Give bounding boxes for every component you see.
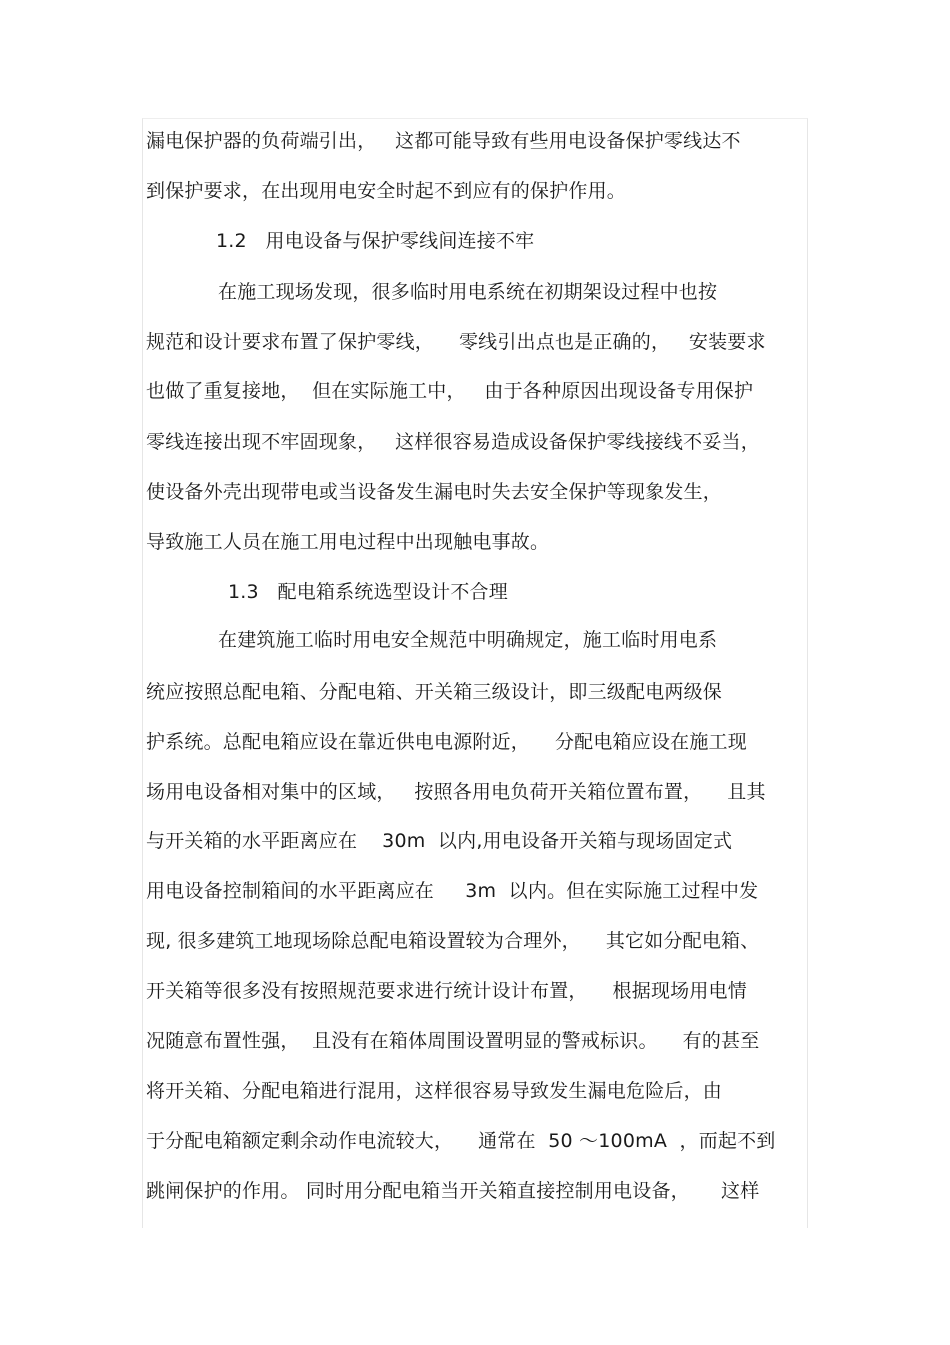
text-line: 统应按照总配电箱、分配电箱、开关箱三级设计，即三级配电两级保	[146, 681, 723, 703]
text-line: 在建筑施工临时用电安全规范中明确规定，施工临时用电系	[218, 629, 718, 651]
text-line: 到保护要求，在出现用电安全时起不到应有的保护作用。	[146, 180, 627, 202]
text-line: 用电设备控制箱间的水平距离应在 3m 以内。但在实际施工过程中发	[146, 880, 759, 902]
text-line: 于分配电箱额定剩余动作电流较大， 通常在 50 ～100mA ，而起不到	[146, 1130, 776, 1152]
text-line: 将开关箱、分配电箱进行混用，这样很容易导致发生漏电危险后，由	[146, 1080, 723, 1102]
section-heading-1-2: 1.2 用电设备与保护零线间连接不牢	[216, 230, 535, 252]
text-line: 在施工现场发现，很多临时用电系统在初期架设过程中也按	[218, 281, 718, 303]
section-heading-1-3: 1.3 配电箱系统选型设计不合理	[228, 581, 508, 603]
text-line: 现, 很多建筑工地现场除总配电箱设置较为合理外， 其它如分配电箱、	[146, 930, 760, 952]
text-line: 使设备外壳出现带电或当设备发生漏电时失去安全保护等现象发生，	[146, 481, 723, 503]
text-line: 况随意布置性强， 且没有在箱体周围设置明显的警戒标识。 有的甚至	[146, 1030, 760, 1052]
text-line: 导致施工人员在施工用电过程中出现触电事故。	[146, 531, 550, 553]
text-line: 规范和设计要求布置了保护零线， 零线引出点也是正确的， 安装要求	[146, 331, 766, 353]
text-line: 跳闸保护的作用。 同时用分配电箱当开关箱直接控制用电设备， 这样	[146, 1180, 760, 1202]
text-line: 零线连接出现不牢固现象， 这样很容易造成设备保护零线接线不妥当，	[146, 431, 760, 453]
text-line: 与开关箱的水平距离应在 30m 以内,用电设备开关箱与现场固定式	[146, 830, 733, 852]
text-line: 开关箱等很多没有按照规范要求进行统计设计布置， 根据现场用电情	[146, 980, 747, 1002]
text-line: 漏电保护器的负荷端引出， 这都可能导致有些用电设备保护零线达不	[146, 130, 741, 152]
text-line: 也做了重复接地， 但在实际施工中， 由于各种原因出现设备专用保护	[146, 380, 754, 402]
text-line: 护系统。总配电箱应设在靠近供电电源附近， 分配电箱应设在施工现	[146, 731, 747, 753]
text-line: 场用电设备相对集中的区域， 按照各用电负荷开关箱位置布置， 且其	[146, 781, 766, 803]
